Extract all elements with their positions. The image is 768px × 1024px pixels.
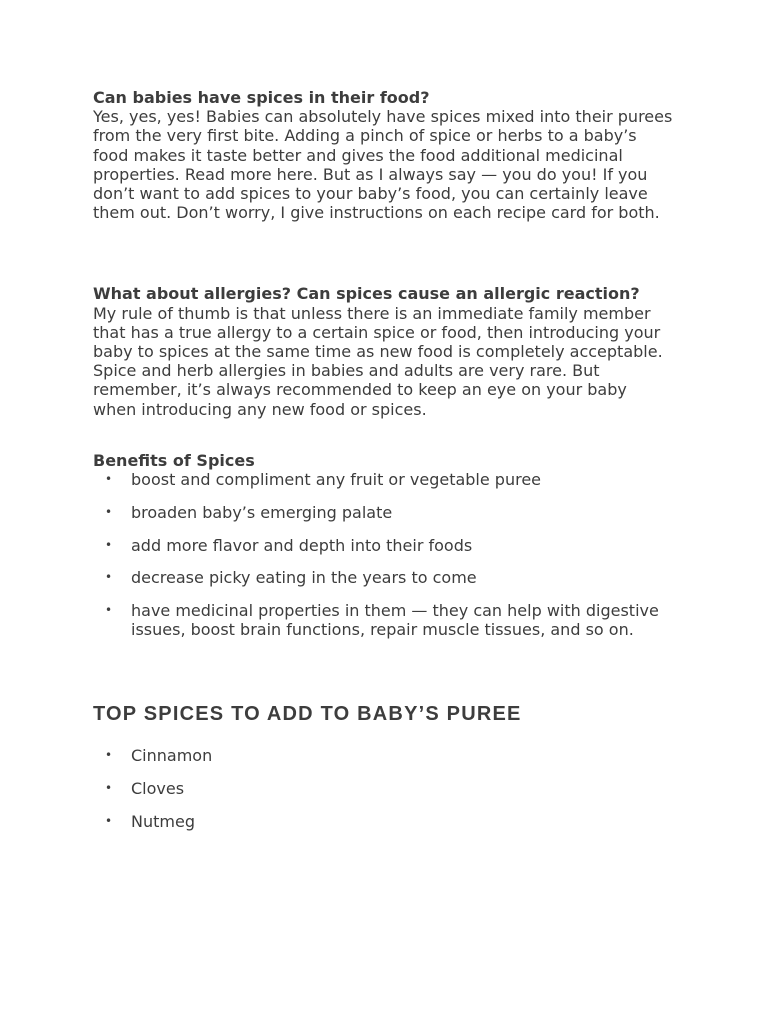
list-item [93,779,675,798]
bullet-icon: • [105,537,113,552]
section-body: Yes, yes, yes! Babies can absolutely have spices mixed into their purees from the very first bite. Adding a pinch of spice or herbs to a baby’s food makes it taste better and gives the food additional medicinal properties. Read more here. But as I always say — you do you! If you don’t want to add spices to your baby’s food, you can certainly leave them out. Don’t worry, I give instructions on each recipe card for both. [93,107,673,223]
list-item-text: Cloves [131,778,185,798]
section-title: TOP SPICES TO ADD TO BABY’S PUREE [93,702,522,725]
list-item-text: add more flavor and depth into their foods [131,535,473,555]
list-item [93,601,675,639]
document-page [93,88,675,845]
section-benefits [93,451,675,640]
bullet-icon: • [105,780,113,795]
list-item [93,503,675,522]
section-heading: What about allergies? Can spices cause an allergic reaction? [93,284,640,304]
bullet-icon: • [105,603,113,618]
section-heading: Benefits of Spices [93,450,255,470]
section-top-spices [93,702,675,831]
list-item [93,568,675,587]
bullet-icon: • [105,570,113,585]
list-item-text: Cinnamon [131,745,213,765]
section-spices-question [93,88,675,222]
benefits-list [93,470,675,640]
top-spices-list [93,746,675,831]
list-item-text: broaden baby’s emerging palate [131,502,393,522]
section-allergies [93,284,675,418]
list-item [93,746,675,765]
section-heading: Can babies have spices in their food? [93,88,430,107]
section-body: My rule of thumb is that unless there is an immediate family member that has a true allergy to a certain spice or food, then introducing your baby to spices at the same time as new food is completely acceptable. Spice and herb allergies in babies and adults are very rare. But remember, it’s always recommended to keep an eye on your baby when introducing any new food or spices. [93,303,663,419]
list-item-text: decrease picky eating in the years to come [131,568,477,588]
bullet-icon: • [105,747,113,762]
bullet-icon: • [105,472,113,487]
bullet-icon: • [105,813,113,828]
list-item-text: Nutmeg [131,811,195,831]
list-item [93,812,675,831]
bullet-icon: • [105,504,113,519]
list-item-text: boost and compliment any fruit or vegetable puree [131,470,542,490]
list-item-text: have medicinal properties in them — they can help with digestive issues, boost brain functions, repair muscle tissues, and so on. [131,601,659,640]
list-item [93,470,675,489]
list-item [93,536,675,555]
